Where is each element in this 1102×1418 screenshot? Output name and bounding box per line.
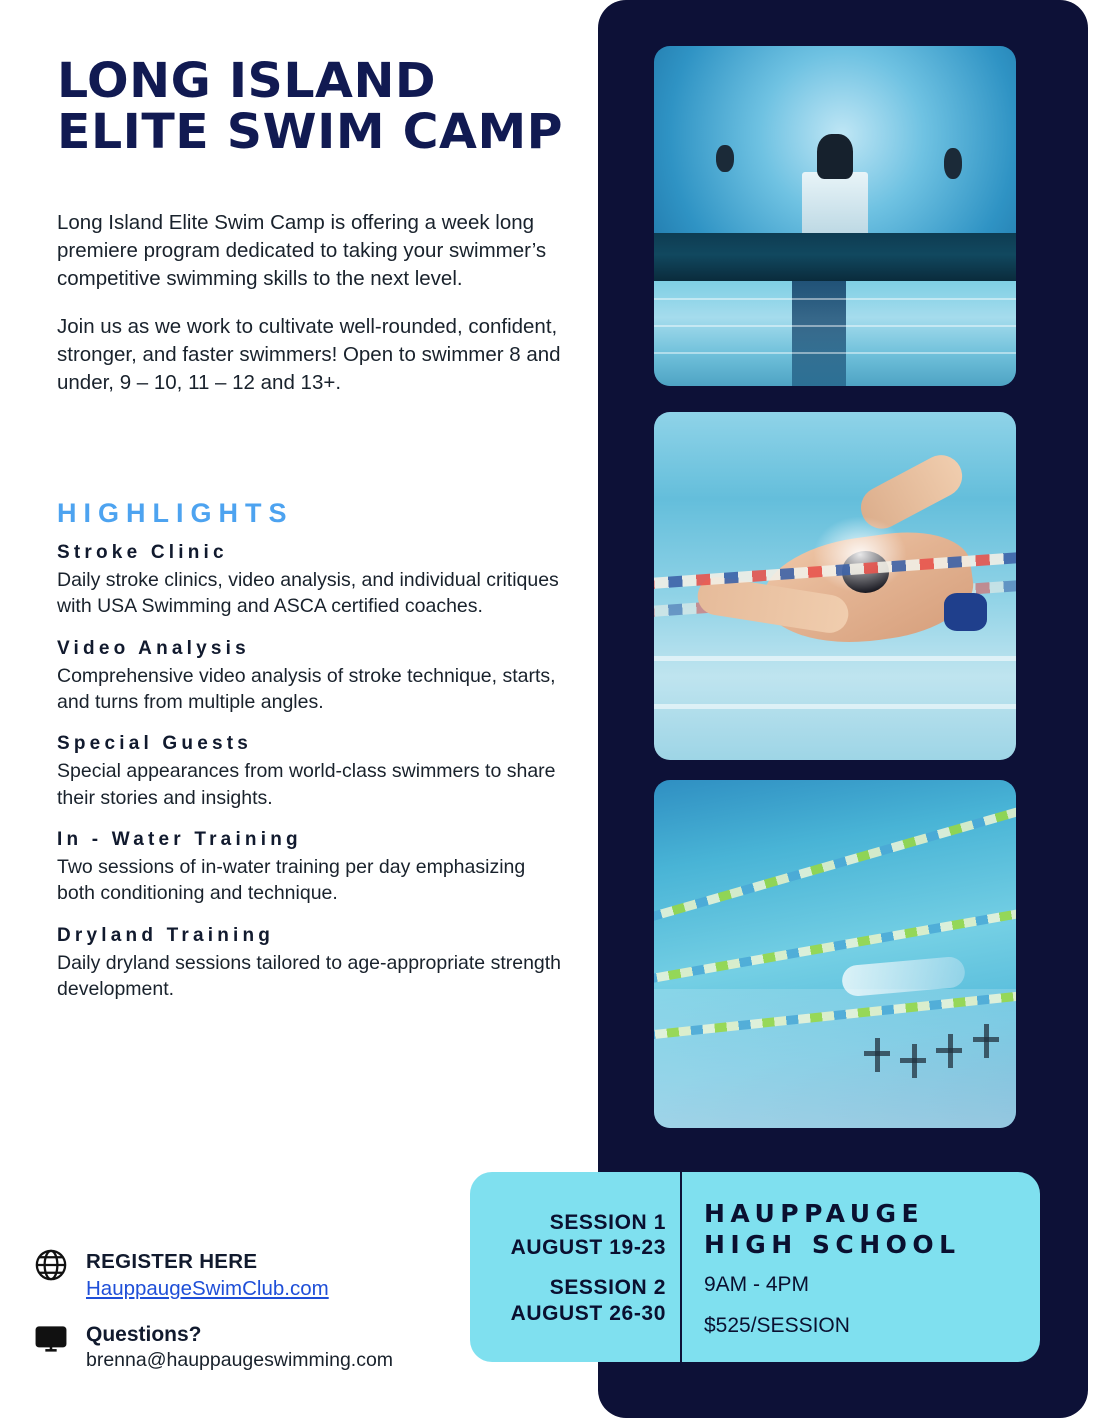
highlights-heading: HIGHLIGHTS xyxy=(57,498,294,528)
session-banner xyxy=(470,1172,1040,1362)
highlight-item xyxy=(57,925,567,1003)
highlight-item xyxy=(57,542,567,620)
highlight-body: Daily dryland sessions tailored to age-appropriate strength development. xyxy=(57,951,562,1000)
register-link[interactable]: HauppaugeSwimClub.com xyxy=(86,1277,329,1301)
venue-block xyxy=(682,1172,1040,1362)
intro-paragraph-2: Join us as we work to cultivate well-rounded, confident, stronger, and faster swimmers! Open to swimmer 8 and under, 9 – 10, 11 – 12 and 13+. xyxy=(57,315,561,395)
highlight-title: In - Water Training xyxy=(57,828,302,850)
highlight-title: Special Guests xyxy=(57,733,253,755)
highlight-title: Video Analysis xyxy=(57,637,250,659)
title-line-1: LONG ISLAND xyxy=(57,53,437,109)
venue-price: $525/SESSION xyxy=(704,1313,850,1337)
register-label: REGISTER HERE xyxy=(86,1250,258,1273)
questions-label: Questions? xyxy=(86,1323,202,1346)
session-item xyxy=(470,1210,666,1261)
photo-freestyle-swimmer xyxy=(654,412,1016,760)
highlight-body: Daily stroke clinics, video analysis, and individual critiques with USA Swimming and ASCA certified coaches. xyxy=(57,569,559,618)
contact-email[interactable]: brenna@hauppaugeswimming.com xyxy=(86,1349,394,1372)
session-list xyxy=(470,1172,682,1362)
monitor-icon xyxy=(34,1322,68,1356)
highlight-item xyxy=(57,829,567,907)
photo-underwater-lanes xyxy=(654,780,1016,1128)
highlight-item xyxy=(57,638,567,716)
venue-hours: 9AM - 4PM xyxy=(704,1273,810,1297)
session-dates: AUGUST 19-23 xyxy=(510,1236,666,1260)
questions-block xyxy=(34,1322,504,1374)
highlights-list xyxy=(57,542,567,1020)
highlight-title: Stroke Clinic xyxy=(57,542,228,563)
register-block xyxy=(34,1248,504,1302)
intro-text xyxy=(57,209,569,397)
highlight-title: Dryland Training xyxy=(57,924,275,946)
title-line-2: ELITE SWIM CAMP xyxy=(57,104,564,161)
globe-icon xyxy=(34,1248,68,1282)
session-dates: AUGUST 26-30 xyxy=(510,1301,666,1325)
highlight-body: Two sessions of in-water training per day emphasizing both conditioning and technique. xyxy=(57,855,526,905)
photo-starting-blocks xyxy=(654,46,1016,386)
session-item xyxy=(470,1275,666,1326)
highlight-item xyxy=(57,733,567,811)
venue-line-2: HIGH SCHOOL xyxy=(704,1229,961,1259)
page-title xyxy=(57,53,608,161)
intro-paragraph-1: Long Island Elite Swim Camp is offering a week long premiere program dedicated to taking your swimmer’s competitive swimming skills to the next level. xyxy=(57,211,547,291)
session-name: SESSION 1 xyxy=(549,1210,666,1234)
session-name: SESSION 2 xyxy=(549,1276,666,1299)
highlight-body: Comprehensive video analysis of stroke technique, starts, and turns from multiple angles. xyxy=(57,664,556,713)
venue-line-1: HAUPPAUGE xyxy=(704,1199,925,1229)
highlight-body: Special appearances from world-class swimmers to share their stories and insights. xyxy=(57,760,556,809)
